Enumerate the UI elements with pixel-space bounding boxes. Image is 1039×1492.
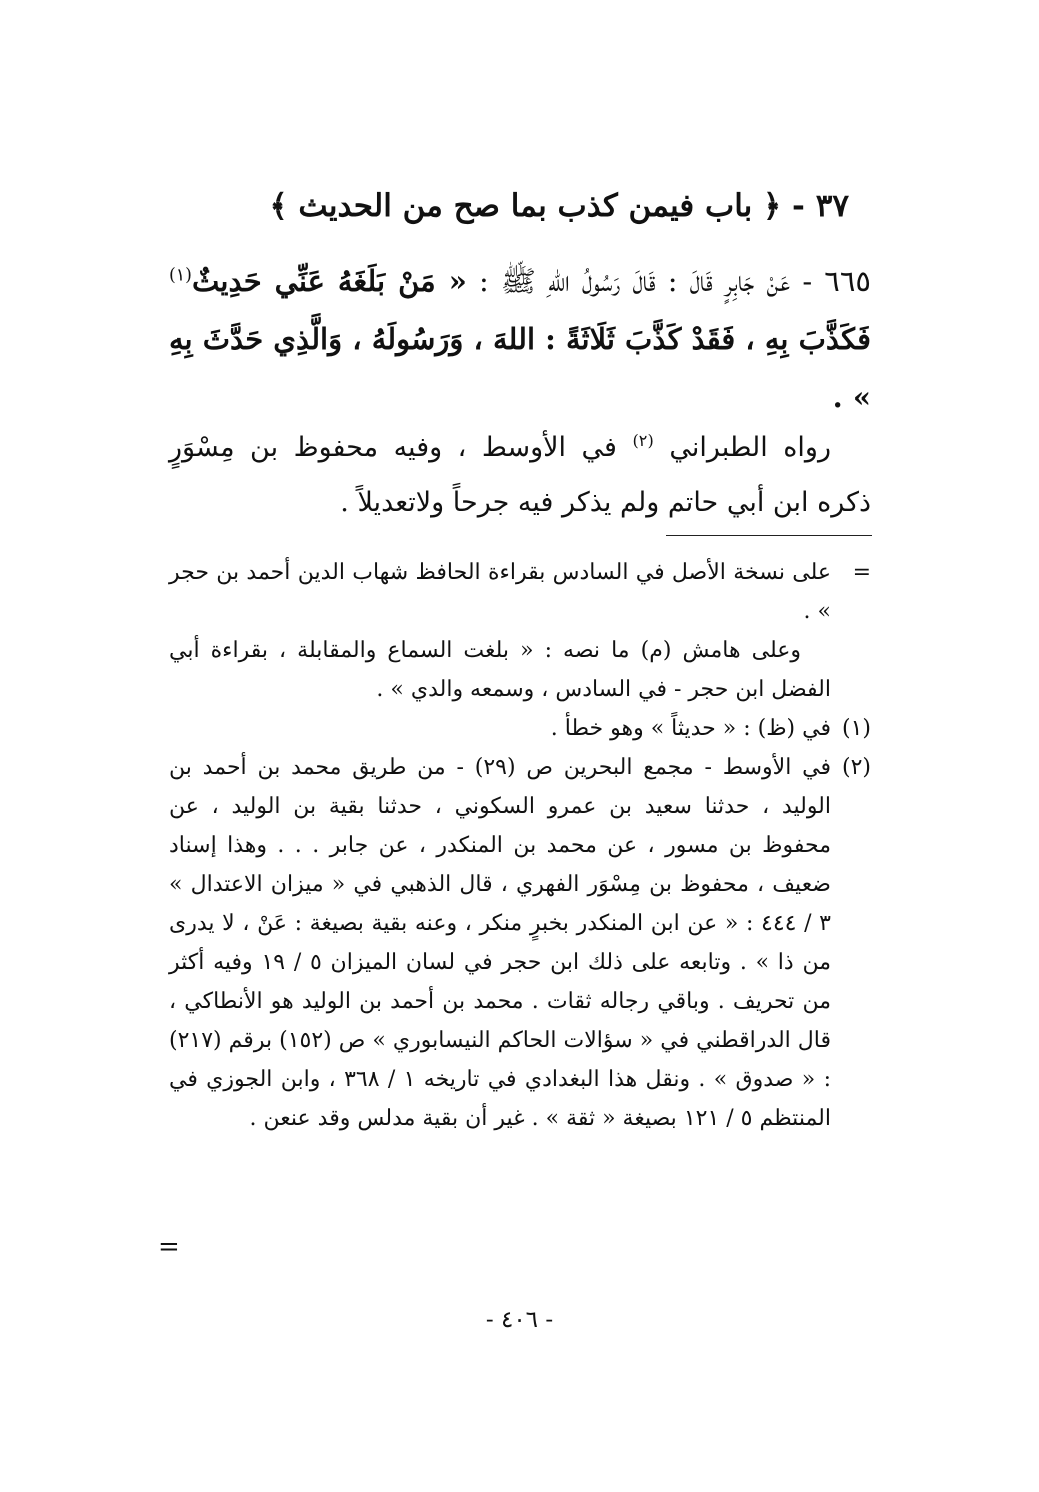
footnote-margin-note: وعلى هامش (م) ما نصه : « بلغت السماع والمقابلة ، بقراءة أبي الفضل ابن حجر - في السادس ، وسمعه والدي » . — [169, 638, 831, 702]
page-number: - ٤٠٦ - — [485, 1307, 554, 1333]
chapter-heading-text: ٣٧ - ﴿ باب فيمن كذب بما صح من الحديث ﴾ — [269, 188, 849, 224]
hadith-text — [169, 252, 871, 426]
continuation-marker: = — [852, 560, 871, 585]
footnote-ref-2: (٢) — [632, 431, 654, 450]
footnote-ref-1: (١) — [169, 265, 192, 286]
footnote-continued — [169, 553, 871, 709]
footnote-2 — [169, 748, 871, 1138]
hadith-matn-part1: « مَنْ بَلَغَهُ عَنِّي حَدِيثٌ — [191, 264, 467, 298]
footnote-continued-text: على نسخة الأصل في السادس بقراءة الحافظ شهاب الدين أحمد بن حجر » . — [169, 560, 831, 624]
takhrij-part1: رواه الطبراني — [669, 432, 831, 463]
hadith-intro: ٦٦٥ - عَنْ جَابِرٍ قَالَ : قَالَ رَسُولُ اللهِ ﷺ : — [479, 264, 871, 298]
takhrij-paragraph — [169, 420, 871, 530]
hadith-matn-part2: فَكَذَّبَ بِهِ ، فَقَدْ كَذَّبَ ثَلَاثَةً : اللهَ ، وَرَسُولَهُ ، وَالَّذِي حَدَّثَ بِهِ » . — [169, 322, 871, 414]
takhrij-part2: في الأوسط ، وفيه محفوظ بن مِسْوَرٍ ذكره ابن أبي حاتم ولم يذكر فيه جرحاً ولاتعديلاً . — [169, 432, 871, 518]
chapter-heading — [209, 183, 849, 229]
footnotes-section — [169, 553, 871, 1138]
continues-marker: = — [158, 1232, 180, 1262]
footnote-1-marker: (١) — [841, 716, 871, 741]
footnote-2-text: في الأوسط - مجمع البحرين ص (٢٩) - من طريق محمد بن أحمد بن الوليد ، حدثنا سعيد بن عمرو السكوني ، حدثنا بقية بن الوليد ، عن محفوظ بن مسور ، عن محمد بن المنكدر ، عن جابر . . . وهذا إسناد ضعيف ، محفوظ بن مِسْوَر الفهري ، قال الذهبي في « ميزان الاعتدال » ٣ / ٤٤٤ : « عن ابن المنكدر بخبرٍ منكر ، وعنه بقية بصيغة : عَنْ ، لا يدرى من ذا » . وتابعه على ذلك ابن حجر في لسان الميزان ٥ / ١٩ وفيه أكثر من تحريف . وباقي رجاله ثقات . محمد بن أحمد بن الوليد هو الأنطاكي ، قال الدراقطني في « سؤالات الحاكم النيسابوري » ص (١٥٢) برقم (٢١٧) : « صدوق » . ونقل هذا البغدادي في تاريخه ١ / ٣٦٨ ، وابن الجوزي في المنتظم ٥ / ١٢١ بصيغة « ثقة » . غير أن بقية مدلس وقد عنعن . — [169, 755, 831, 1131]
footnote-2-marker: (٢) — [841, 755, 871, 780]
footnote-1 — [169, 709, 871, 748]
footnote-1-text: في (ظ) : « حديثاً » وهو خطأ . — [550, 716, 831, 741]
footnote-separator — [666, 535, 872, 536]
